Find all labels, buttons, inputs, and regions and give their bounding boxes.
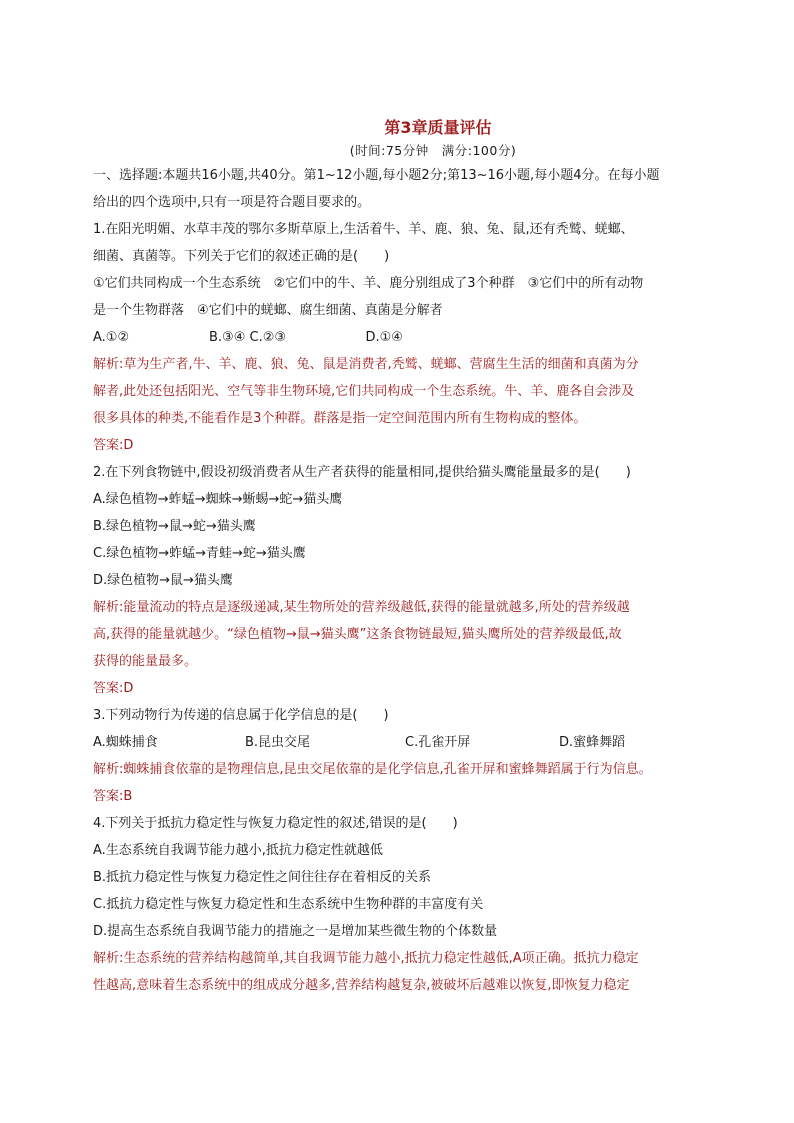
option-a: A.①②: [93, 330, 130, 345]
option-d: D.绿色植物→鼠→猫头鹰: [93, 573, 233, 588]
option-b: B.③④: [209, 330, 246, 345]
option-c: C.②③: [249, 330, 287, 345]
analysis-line: 性越高,意味着生态系统中的组成成分越多,营养结构越复杂,被破坏后越难以恢复,即恢复力稳定: [93, 978, 630, 993]
answer-line: 答案:D: [93, 438, 134, 453]
option-a: A.生态系统自我调节能力越小,抵抗力稳定性就越低: [93, 843, 383, 858]
section-intro-line: 一、选择题:本题共16小题,共40分。第1~12小题,每小题2分;第13~16小题,每小题4分。在每小题: [93, 168, 660, 183]
option-b: B.抵抗力稳定性与恢复力稳定性之间往往存在着相反的关系: [93, 870, 432, 885]
question-stem: 4.下列关于抵抗力稳定性与恢复力稳定性的叙述,错误的是( ): [93, 816, 458, 831]
option-d: D.蜜蜂舞蹈: [559, 735, 626, 750]
option-a: A.蜘蛛捕食: [93, 735, 158, 750]
answer-line: 答案:D: [93, 681, 134, 696]
question-options: [93, 324, 713, 351]
question-stem: 1.在阳光明媚、水草丰茂的鄂尔多斯草原上,生活着牛、羊、鹿、狼、兔、鼠,还有秃鹫、蜣螂、: [93, 222, 634, 237]
option-c: C.孔雀开屏: [405, 735, 471, 750]
analysis-line: 很多具体的种类,不能看作是3个种群。群落是指一定空间范围内所有生物构成的整体。: [93, 411, 587, 426]
option-d: D.提高生态系统自我调节能力的措施之一是增加某些微生物的个体数量: [93, 924, 498, 939]
analysis-line: 解析:草为生产者,牛、羊、鹿、狼、兔、鼠是消费者,秃鹫、蜣螂、营腐生生活的细菌和真菌为分: [93, 357, 639, 372]
analysis-line: 解析:能量流动的特点是逐级递减,某生物所处的营养级越低,获得的能量就越多,所处的营养级越: [93, 600, 630, 615]
option-c: C.抵抗力稳定性与恢复力稳定性和生态系统中生物种群的丰富度有关: [93, 897, 484, 912]
option-a: A.绿色植物→蚱蜢→蜘蛛→蜥蜴→蛇→猫头鹰: [93, 492, 343, 507]
option-b: B.绿色植物→鼠→蛇→猫头鹰: [93, 519, 256, 534]
answer-line: 答案:B: [93, 789, 133, 804]
question-options: [93, 729, 713, 756]
exam-time-and-score: (时间:75分钟 满分:100分): [349, 143, 517, 158]
analysis-line: 解析:蜘蛛捕食依靠的是物理信息,昆虫交尾依靠的是化学信息,孔雀开屏和蜜蜂舞蹈属于行为信息。: [93, 762, 652, 777]
question-statement: ①它们共同构成一个生态系统 ②它们中的牛、羊、鹿分别组成了3个种群 ③它们中的所有动物: [93, 276, 644, 291]
document-content: [93, 116, 713, 999]
analysis-line: 获得的能量最多。: [93, 654, 198, 669]
question-stem: 2.在下列食物链中,假设初级消费者从生产者获得的能量相同,提供给猫头鹰能量最多的是( ): [93, 465, 631, 480]
section-intro-line: 给出的四个选项中,只有一项是符合题目要求的。: [93, 195, 371, 210]
option-c: C.绿色植物→蚱蜢→青蛙→蛇→猫头鹰: [93, 546, 306, 561]
option-d: D.①④: [365, 330, 403, 345]
page-title: 第3章质量评估: [384, 118, 492, 137]
analysis-line: 高,获得的能量就越少。“绿色植物→鼠→猫头鹰”这条食物链最短,猫头鹰所处的营养级最低,故: [93, 627, 622, 642]
question-statement: 是一个生物群落 ④它们中的蜣螂、腐生细菌、真菌是分解者: [93, 303, 443, 318]
analysis-line: 解者,此处还包括阳光、空气等非生物环境,它们共同构成一个生态系统。牛、羊、鹿各自会涉及: [93, 384, 635, 399]
option-b: B.昆虫交尾: [245, 735, 311, 750]
question-stem: 3.下列动物行为传递的信息属于化学信息的是( ): [93, 708, 389, 723]
analysis-line: 解析:生态系统的营养结构越简单,其自我调节能力越小,抵抗力稳定性越低,A项正确。抵抗力稳定: [93, 951, 639, 966]
question-stem: 细菌、真菌等。下列关于它们的叙述正确的是( ): [93, 249, 390, 264]
